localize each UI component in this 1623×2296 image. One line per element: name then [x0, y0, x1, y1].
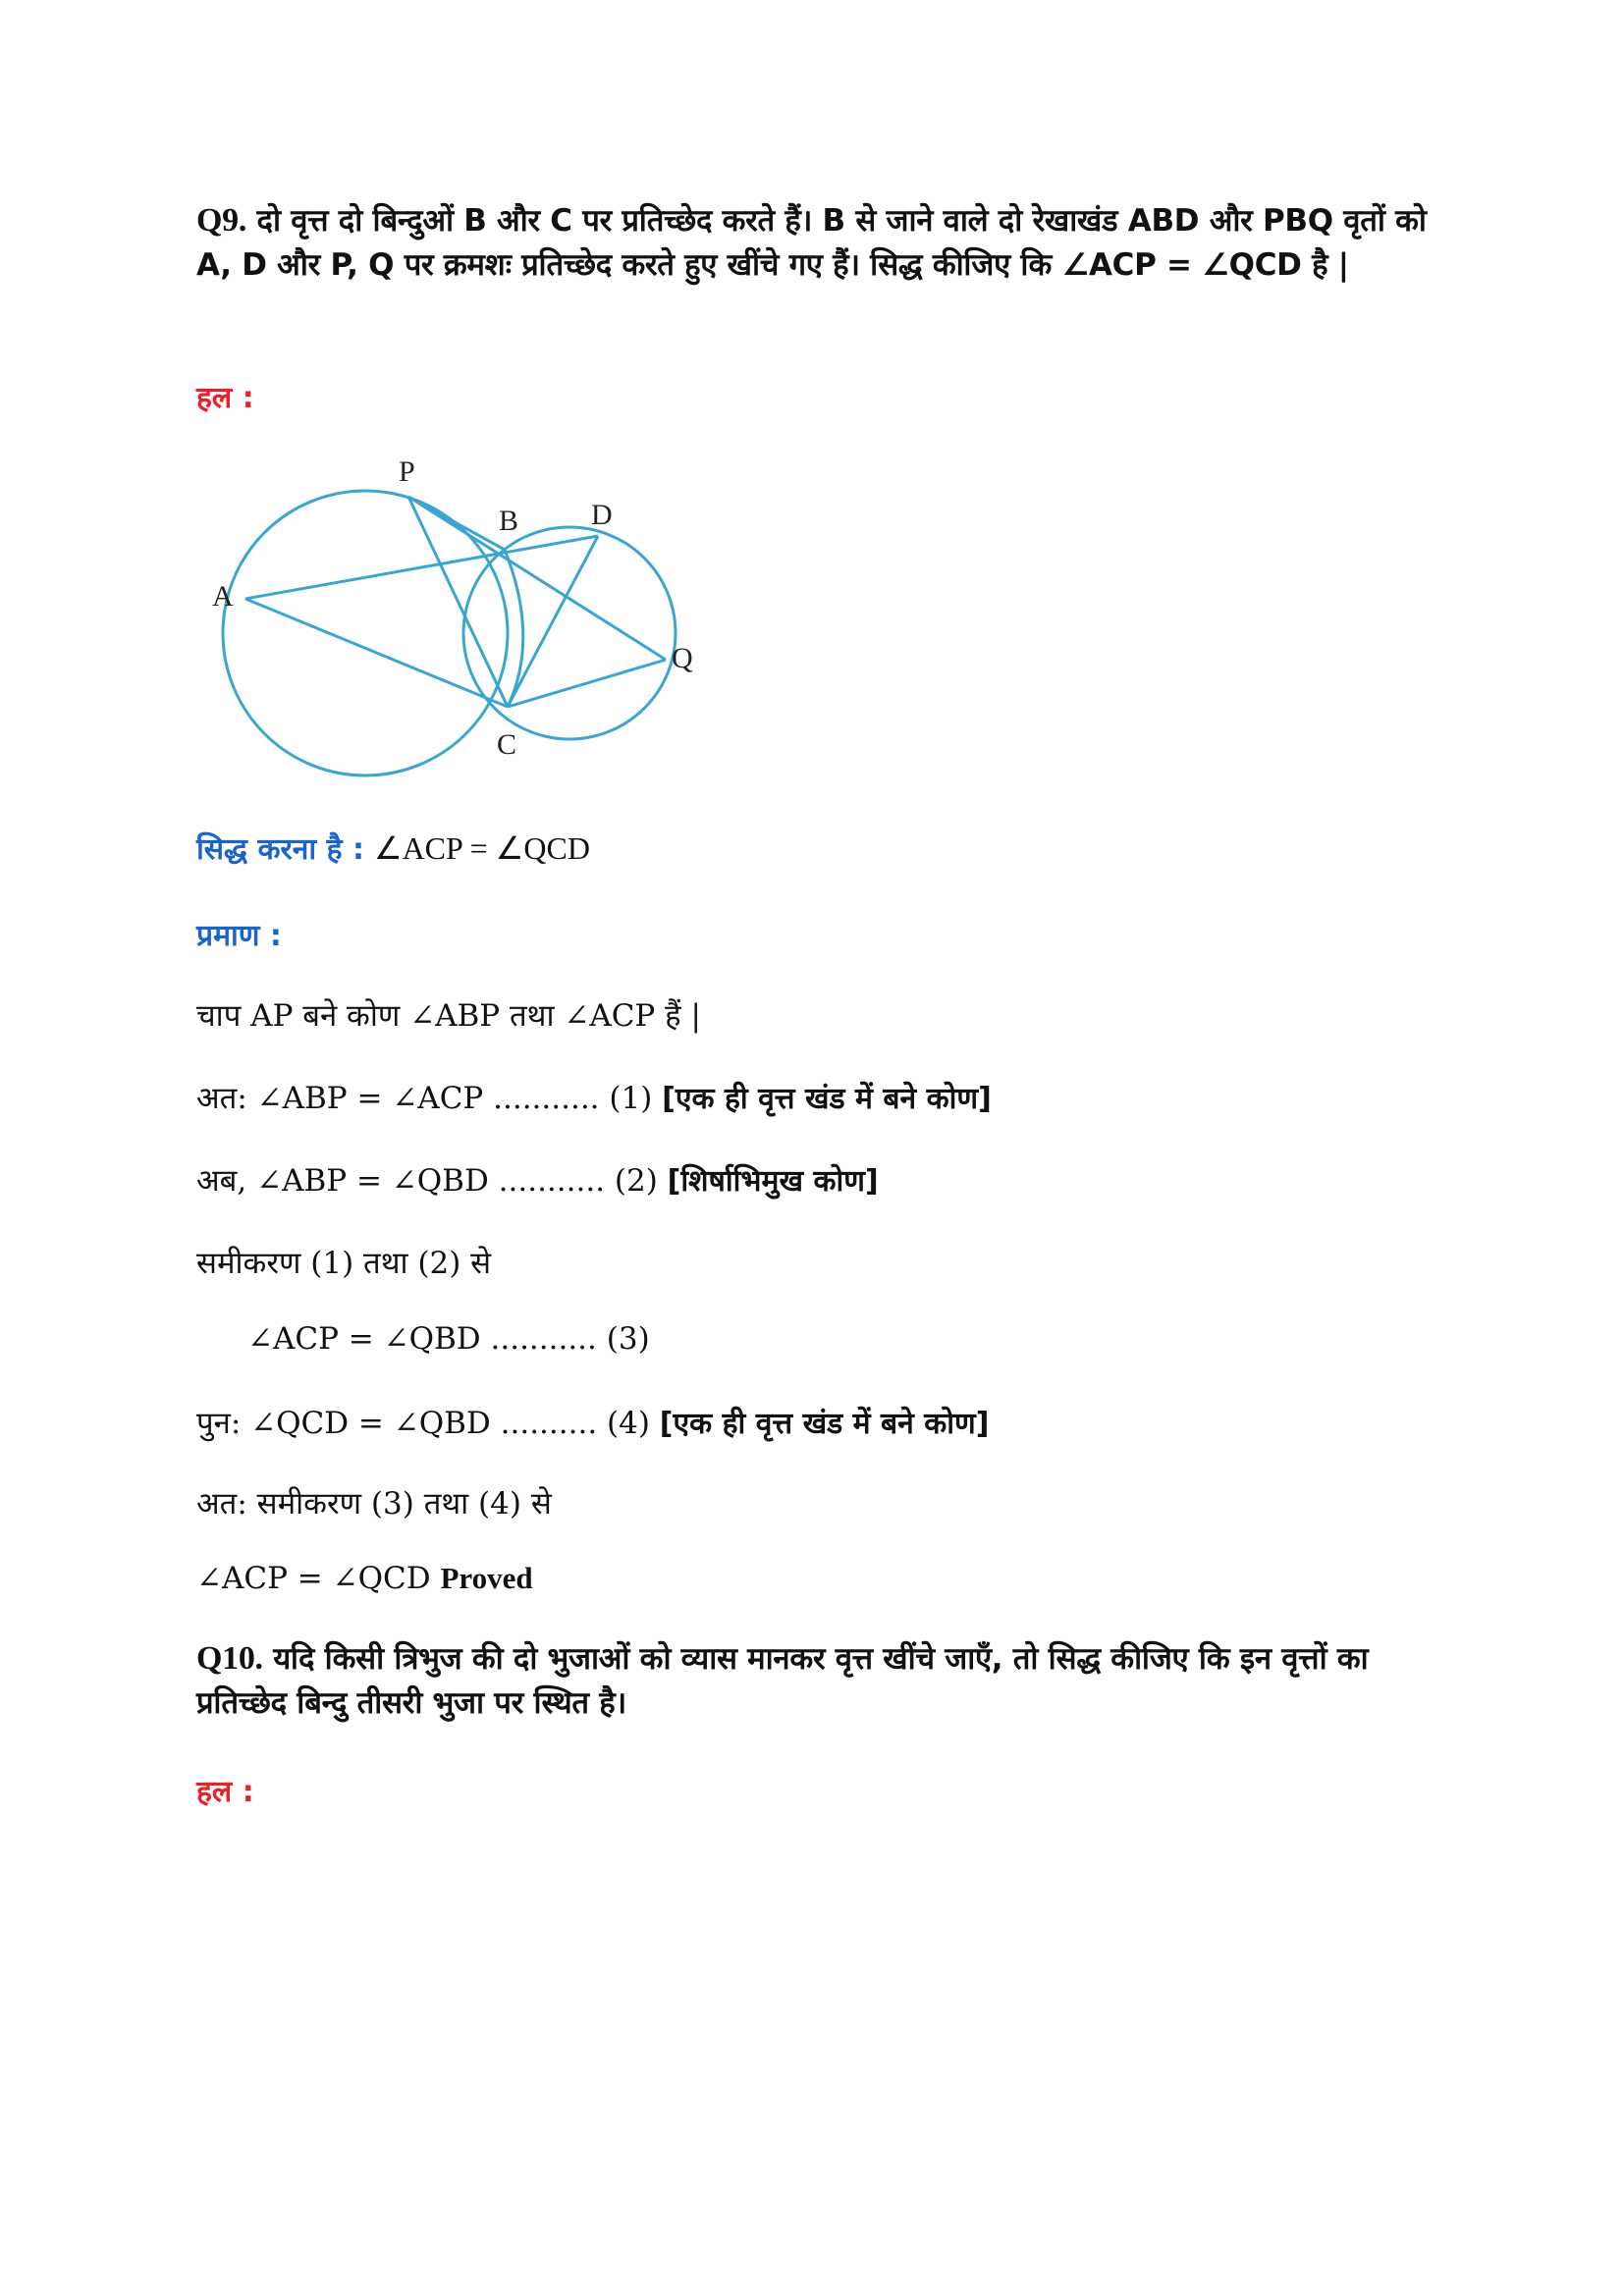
proof-line-3	[196, 1159, 879, 1201]
solution-label: हल :	[196, 381, 254, 415]
proof-line-4: समीकरण (1) तथा (2) से	[196, 1246, 492, 1281]
proved-mark: Proved	[440, 1561, 533, 1595]
label-p: P	[399, 455, 415, 488]
question-10	[196, 1636, 1434, 1726]
proof-line-8-text: ∠ACP = ∠QCD	[196, 1561, 441, 1596]
label-q: Q	[672, 642, 693, 674]
proof-line-3-text: अब, ∠ABP = ∠QBD ........... (2)	[196, 1163, 668, 1199]
question-9-number: Q9.	[196, 202, 247, 239]
proof-line-7: अत: समीकरण (3) तथा (4) से	[196, 1486, 552, 1522]
question-9	[196, 198, 1434, 288]
segment-c-q	[508, 660, 666, 707]
proof-line-6-reason: [एक ही वृत्त खंड में बने कोण]	[659, 1407, 990, 1441]
proof-line-3-reason: [शिर्षाभिमुख कोण]	[667, 1164, 879, 1199]
segment-p-b	[408, 497, 505, 550]
circles-figure	[196, 447, 717, 780]
right-circle	[463, 527, 676, 739]
segment-a-d	[245, 536, 598, 599]
question-9-text: दो वृत्त दो बिन्दुओं B और C पर प्रतिच्छेद करते हैं। B से जाने वाले दो रेखाखंड ABD और PBQ वृतों को A, D और P, Q पर क्रमशः प्रतिच्छेद करते हुए खींचे गए हैं। सिद्ध कीजिए कि ∠ACP = ∠QCD है |	[196, 203, 1427, 283]
question-10-text: यदि किसी त्रिभुज की दो भुजाओं को व्यास मानकर वृत्त खींचे जाएँ, तो सिद्ध कीजिए कि इन वृत्तों का प्रतिच्छेद बिन्दु तीसरी भुजा पर स्थित है।	[196, 1641, 1369, 1721]
segment-a-c	[245, 599, 508, 707]
proof-line-2-text: अत: ∠ABP = ∠ACP ........... (1)	[196, 1081, 663, 1116]
proof-line-6-text: पुन: ∠QCD = ∠QBD .......... (4)	[196, 1406, 660, 1441]
proof-line-6	[196, 1402, 989, 1443]
to-prove	[196, 828, 590, 868]
solution-label-2: हल :	[196, 1775, 254, 1809]
proof-line-5: ∠ACP = ∠QBD ........... (3)	[247, 1321, 650, 1357]
proof-line-8	[196, 1561, 533, 1596]
proof-line-1: चाप AP बने कोण ∠ABP तथा ∠ACP हैं |	[196, 998, 701, 1034]
proof-line-2	[196, 1077, 992, 1118]
label-c: C	[497, 728, 517, 761]
label-b: B	[499, 505, 519, 537]
label-a: A	[212, 580, 234, 613]
proof-line-2-reason: [एक ही वृत्त खंड में बने कोण]	[662, 1082, 992, 1116]
to-prove-statement: ∠ACP = ∠QCD	[373, 830, 590, 866]
to-prove-label: सिद्ध करना है :	[196, 832, 365, 867]
proof-label: प्रमाण :	[196, 919, 282, 953]
label-d: D	[591, 499, 613, 531]
question-10-number: Q10.	[196, 1640, 263, 1677]
